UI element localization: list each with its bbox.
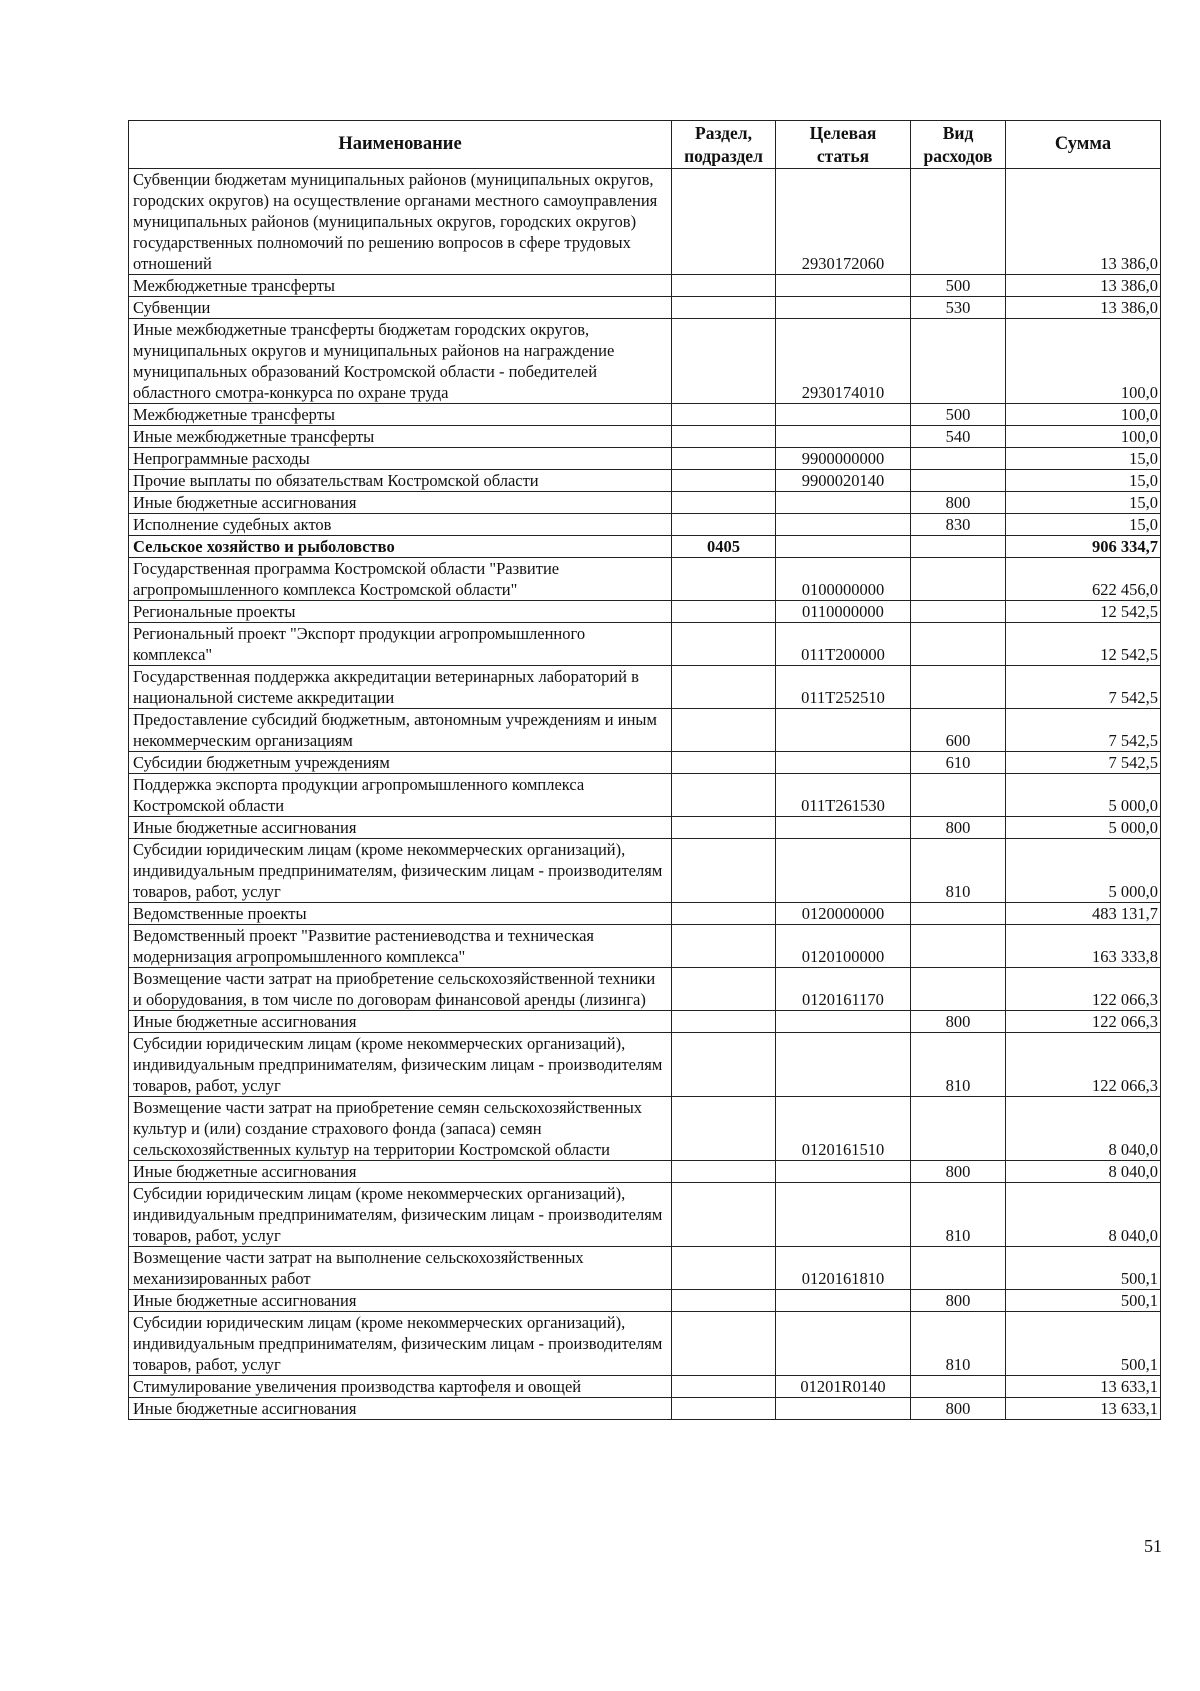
header-section: Раздел, подраздел (672, 121, 776, 169)
header-sum: Сумма (1006, 121, 1161, 169)
cell-sum: 7 542,5 (1006, 752, 1161, 774)
cell-section (672, 1247, 776, 1290)
cell-section (672, 275, 776, 297)
cell-section (672, 426, 776, 448)
cell-name: Иные бюджетные ассигнования (129, 1161, 672, 1183)
cell-type: 610 (911, 752, 1006, 774)
cell-article (776, 275, 911, 297)
cell-section (672, 1097, 776, 1161)
cell-type: 800 (911, 1011, 1006, 1033)
cell-type (911, 774, 1006, 817)
cell-name: Субвенции бюджетам муниципальных районов (муниципальных округов, городских округов) на осуществление органами местного самоуправления муниципальных районов (муниципальных округов, городских округов) государственных полномочий по решению вопросов в сфере трудовых отношений (129, 169, 672, 275)
cell-section (672, 752, 776, 774)
cell-name: Возмещение части затрат на приобретение семян сельскохозяйственных культур и (или) создание страхового фонда (запаса) семян сельскохозяйственных культур на территории Костромской области (129, 1097, 672, 1161)
cell-sum: 8 040,0 (1006, 1161, 1161, 1183)
table-row (129, 319, 1161, 404)
cell-section: 0405 (672, 536, 776, 558)
cell-name: Субсидии юридическим лицам (кроме некоммерческих организаций), индивидуальным предпринимателям, физическим лицам - производителям товаров, работ, услуг (129, 1183, 672, 1247)
cell-type: 810 (911, 1033, 1006, 1097)
cell-article (776, 1033, 911, 1097)
cell-article (776, 709, 911, 752)
table-row (129, 448, 1161, 470)
table-row (129, 536, 1161, 558)
cell-sum: 500,1 (1006, 1290, 1161, 1312)
cell-section (672, 1033, 776, 1097)
table-row (129, 623, 1161, 666)
cell-article (776, 1183, 911, 1247)
cell-type: 800 (911, 817, 1006, 839)
cell-name: Межбюджетные трансферты (129, 404, 672, 426)
cell-article (776, 492, 911, 514)
cell-type (911, 1097, 1006, 1161)
cell-section (672, 514, 776, 536)
cell-type (911, 968, 1006, 1011)
cell-name: Иные бюджетные ассигнования (129, 1290, 672, 1312)
cell-sum: 7 542,5 (1006, 709, 1161, 752)
cell-sum: 15,0 (1006, 448, 1161, 470)
cell-sum: 7 542,5 (1006, 666, 1161, 709)
cell-sum: 100,0 (1006, 426, 1161, 448)
table-row (129, 925, 1161, 968)
cell-article: 011Т252510 (776, 666, 911, 709)
cell-sum: 500,1 (1006, 1247, 1161, 1290)
cell-article: 01201R0140 (776, 1376, 911, 1398)
cell-name: Прочие выплаты по обязательствам Костромской области (129, 470, 672, 492)
cell-name: Исполнение судебных актов (129, 514, 672, 536)
cell-name: Субсидии бюджетным учреждениям (129, 752, 672, 774)
cell-sum: 5 000,0 (1006, 774, 1161, 817)
table-row (129, 666, 1161, 709)
cell-article: 9900000000 (776, 448, 911, 470)
cell-name: Иные межбюджетные трансферты (129, 426, 672, 448)
cell-type (911, 925, 1006, 968)
cell-name: Поддержка экспорта продукции агропромышленного комплекса Костромской области (129, 774, 672, 817)
cell-sum: 500,1 (1006, 1312, 1161, 1376)
cell-article: 0120000000 (776, 903, 911, 925)
cell-name: Субвенции (129, 297, 672, 319)
cell-article (776, 817, 911, 839)
table-row (129, 903, 1161, 925)
cell-name: Государственная поддержка аккредитации ветеринарных лабораторий в национальной системе аккредитации (129, 666, 672, 709)
table-row (129, 426, 1161, 448)
table-row (129, 1183, 1161, 1247)
cell-type (911, 1247, 1006, 1290)
cell-type (911, 601, 1006, 623)
cell-section (672, 839, 776, 903)
table-row (129, 558, 1161, 601)
cell-name: Ведомственный проект "Развитие растениеводства и техническая модернизация агропромышленного комплекса" (129, 925, 672, 968)
cell-article (776, 1290, 911, 1312)
cell-sum: 13 633,1 (1006, 1376, 1161, 1398)
cell-section (672, 448, 776, 470)
cell-name: Государственная программа Костромской области "Развитие агропромышленного комплекса Костромской области" (129, 558, 672, 601)
cell-sum: 15,0 (1006, 514, 1161, 536)
cell-name: Возмещение части затрат на выполнение сельскохозяйственных механизированных работ (129, 1247, 672, 1290)
cell-name: Возмещение части затрат на приобретение сельскохозяйственной техники и оборудования, в том числе по договорам финансовой аренды (лизинга) (129, 968, 672, 1011)
table-row (129, 839, 1161, 903)
cell-article: 011Т261530 (776, 774, 911, 817)
cell-type (911, 623, 1006, 666)
table-row (129, 752, 1161, 774)
cell-section (672, 1161, 776, 1183)
cell-name: Сельское хозяйство и рыболовство (129, 536, 672, 558)
cell-type (911, 666, 1006, 709)
table-header (129, 121, 1161, 169)
cell-article (776, 297, 911, 319)
cell-section (672, 666, 776, 709)
cell-article (776, 1011, 911, 1033)
cell-article: 2930172060 (776, 169, 911, 275)
cell-sum: 8 040,0 (1006, 1097, 1161, 1161)
table-row (129, 404, 1161, 426)
cell-section (672, 623, 776, 666)
cell-article: 2930174010 (776, 319, 911, 404)
cell-type (911, 319, 1006, 404)
table-row (129, 817, 1161, 839)
cell-sum: 13 386,0 (1006, 169, 1161, 275)
cell-article (776, 1312, 911, 1376)
cell-sum: 15,0 (1006, 492, 1161, 514)
cell-sum: 483 131,7 (1006, 903, 1161, 925)
cell-type: 810 (911, 839, 1006, 903)
cell-name: Стимулирование увеличения производства картофеля и овощей (129, 1376, 672, 1398)
cell-sum: 12 542,5 (1006, 601, 1161, 623)
cell-name: Субсидии юридическим лицам (кроме некоммерческих организаций), индивидуальным предпринимателям, физическим лицам - производителям товаров, работ, услуг (129, 839, 672, 903)
table-row (129, 1376, 1161, 1398)
cell-type (911, 1376, 1006, 1398)
cell-section (672, 601, 776, 623)
table-row (129, 1312, 1161, 1376)
table-row (129, 1247, 1161, 1290)
cell-name: Предоставление субсидий бюджетным, автономным учреждениям и иным некоммерческим организациям (129, 709, 672, 752)
cell-section (672, 492, 776, 514)
cell-type: 540 (911, 426, 1006, 448)
cell-sum: 622 456,0 (1006, 558, 1161, 601)
cell-section (672, 404, 776, 426)
cell-name: Субсидии юридическим лицам (кроме некоммерческих организаций), индивидуальным предпринимателям, физическим лицам - производителям товаров, работ, услуг (129, 1312, 672, 1376)
cell-section (672, 319, 776, 404)
cell-article (776, 404, 911, 426)
cell-section (672, 558, 776, 601)
cell-type (911, 536, 1006, 558)
cell-type: 800 (911, 492, 1006, 514)
cell-section (672, 470, 776, 492)
cell-article (776, 536, 911, 558)
page-number: 51 (1144, 1536, 1162, 1556)
cell-name: Иные бюджетные ассигнования (129, 492, 672, 514)
cell-article: 011Т200000 (776, 623, 911, 666)
cell-section (672, 1011, 776, 1033)
cell-section (672, 169, 776, 275)
cell-article (776, 752, 911, 774)
cell-name: Иные бюджетные ассигнования (129, 1011, 672, 1033)
cell-article: 0120100000 (776, 925, 911, 968)
cell-name: Региональный проект "Экспорт продукции агропромышленного комплекса" (129, 623, 672, 666)
cell-type (911, 903, 1006, 925)
cell-sum: 122 066,3 (1006, 1011, 1161, 1033)
cell-sum: 163 333,8 (1006, 925, 1161, 968)
budget-table (128, 120, 1161, 1420)
cell-sum: 8 040,0 (1006, 1183, 1161, 1247)
table-row (129, 275, 1161, 297)
table-row (129, 774, 1161, 817)
cell-article (776, 1398, 911, 1420)
cell-article: 0120161810 (776, 1247, 911, 1290)
table-row (129, 1033, 1161, 1097)
cell-name: Субсидии юридическим лицам (кроме некоммерческих организаций), индивидуальным предпринимателям, физическим лицам - производителям товаров, работ, услуг (129, 1033, 672, 1097)
cell-sum: 122 066,3 (1006, 968, 1161, 1011)
cell-name: Непрограммные расходы (129, 448, 672, 470)
cell-type (911, 470, 1006, 492)
cell-type (911, 558, 1006, 601)
table-row (129, 169, 1161, 275)
cell-sum: 12 542,5 (1006, 623, 1161, 666)
table-row (129, 492, 1161, 514)
cell-type (911, 448, 1006, 470)
cell-section (672, 1376, 776, 1398)
cell-type: 600 (911, 709, 1006, 752)
cell-article: 9900020140 (776, 470, 911, 492)
cell-type: 530 (911, 297, 1006, 319)
cell-sum: 100,0 (1006, 404, 1161, 426)
cell-section (672, 709, 776, 752)
cell-sum: 13 386,0 (1006, 275, 1161, 297)
cell-section (672, 903, 776, 925)
cell-sum: 122 066,3 (1006, 1033, 1161, 1097)
cell-section (672, 968, 776, 1011)
table-row (129, 1097, 1161, 1161)
table-body (129, 169, 1161, 1420)
cell-article: 0100000000 (776, 558, 911, 601)
cell-type: 800 (911, 1161, 1006, 1183)
cell-article (776, 1161, 911, 1183)
cell-type: 810 (911, 1183, 1006, 1247)
table-row (129, 968, 1161, 1011)
cell-article (776, 839, 911, 903)
cell-section (672, 817, 776, 839)
cell-type (911, 169, 1006, 275)
table-row (129, 470, 1161, 492)
cell-name: Ведомственные проекты (129, 903, 672, 925)
table-row (129, 709, 1161, 752)
cell-name: Иные межбюджетные трансферты бюджетам городских округов, муниципальных округов и муниципальных районов на награждение муниципальных образований Костромской области - победителей областного смотра-конкурса по охране труда (129, 319, 672, 404)
cell-sum: 15,0 (1006, 470, 1161, 492)
cell-sum: 906 334,7 (1006, 536, 1161, 558)
cell-section (672, 1398, 776, 1420)
cell-section (672, 1312, 776, 1376)
table-row (129, 1398, 1161, 1420)
cell-section (672, 297, 776, 319)
cell-name: Региональные проекты (129, 601, 672, 623)
table-row (129, 1011, 1161, 1033)
cell-name: Межбюджетные трансферты (129, 275, 672, 297)
cell-article (776, 514, 911, 536)
table-row (129, 297, 1161, 319)
cell-type: 500 (911, 404, 1006, 426)
cell-article: 0110000000 (776, 601, 911, 623)
table-row (129, 1161, 1161, 1183)
header-type: Вид расходов (911, 121, 1006, 169)
header-name: Наименование (129, 121, 672, 169)
cell-name: Иные бюджетные ассигнования (129, 817, 672, 839)
cell-section (672, 774, 776, 817)
cell-article (776, 426, 911, 448)
cell-type: 800 (911, 1398, 1006, 1420)
cell-section (672, 925, 776, 968)
cell-section (672, 1290, 776, 1312)
cell-name: Иные бюджетные ассигнования (129, 1398, 672, 1420)
cell-sum: 13 633,1 (1006, 1398, 1161, 1420)
cell-article: 0120161170 (776, 968, 911, 1011)
table-row (129, 1290, 1161, 1312)
cell-section (672, 1183, 776, 1247)
cell-type: 500 (911, 275, 1006, 297)
table-row (129, 601, 1161, 623)
cell-type: 830 (911, 514, 1006, 536)
cell-type: 800 (911, 1290, 1006, 1312)
cell-article: 0120161510 (776, 1097, 911, 1161)
table-row (129, 514, 1161, 536)
cell-sum: 5 000,0 (1006, 817, 1161, 839)
cell-sum: 100,0 (1006, 319, 1161, 404)
cell-sum: 5 000,0 (1006, 839, 1161, 903)
header-article: Целевая статья (776, 121, 911, 169)
cell-type: 810 (911, 1312, 1006, 1376)
cell-sum: 13 386,0 (1006, 297, 1161, 319)
